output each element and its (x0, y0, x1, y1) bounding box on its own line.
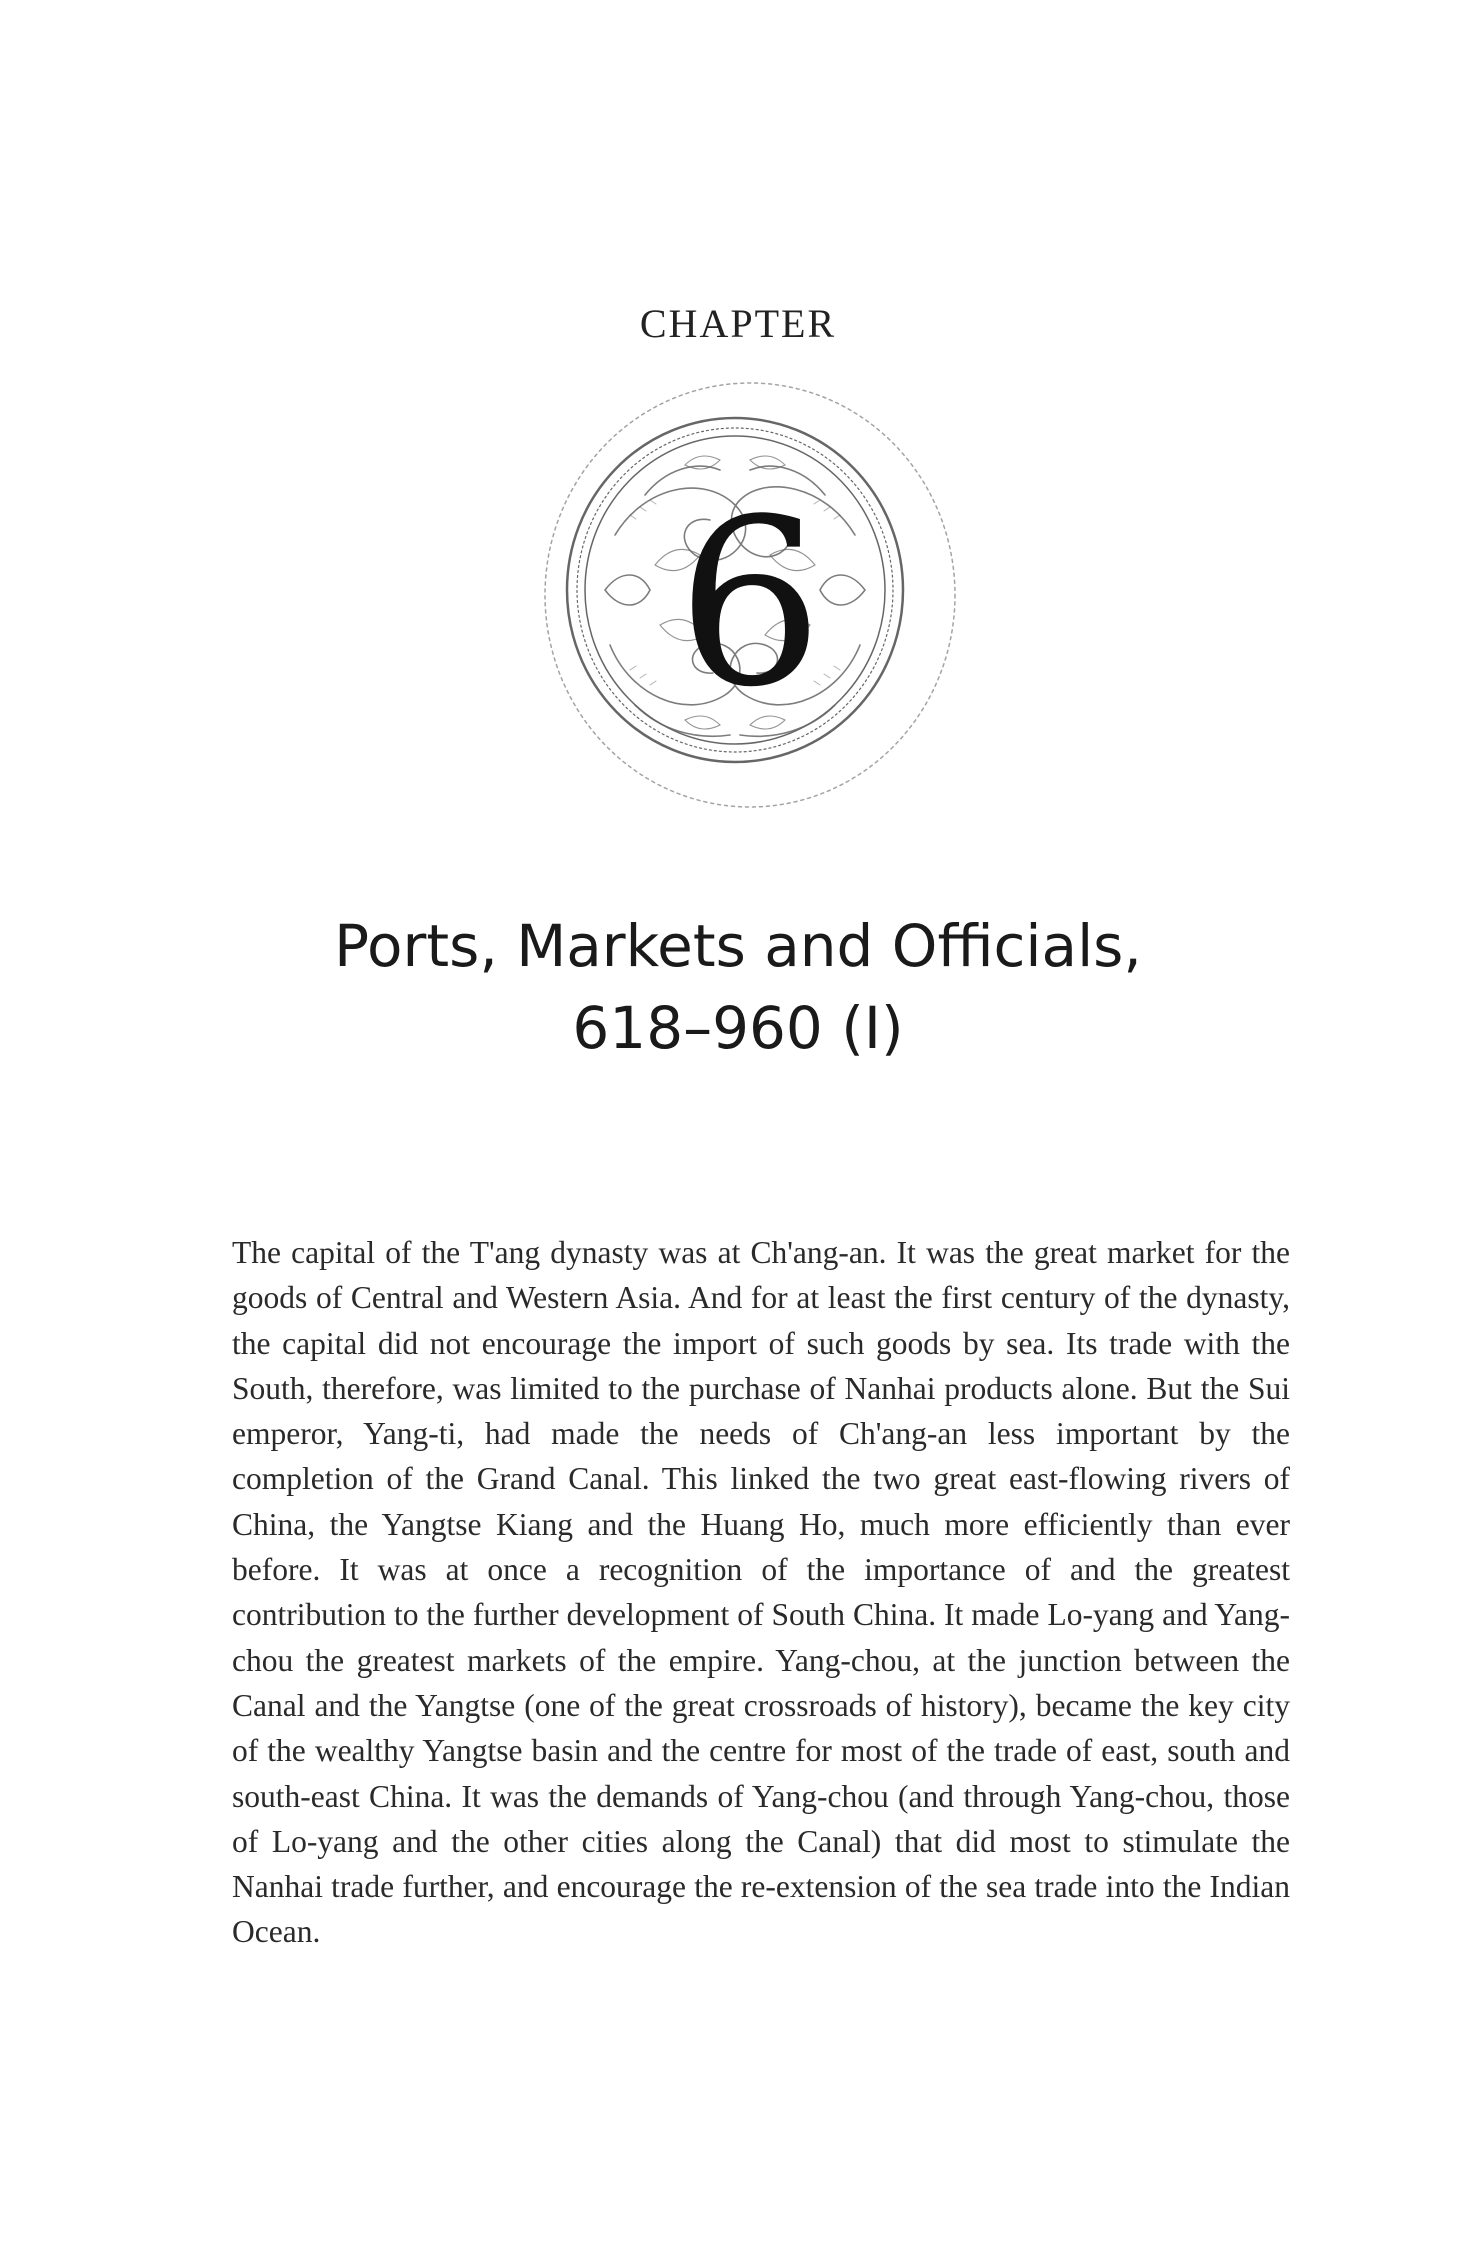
chapter-title-line-2: 618–960 (I) (572, 994, 904, 1062)
chapter-medallion (535, 375, 965, 815)
chapter-number: 6 (676, 471, 824, 738)
body-paragraph: The capital of the T'ang dynasty was at Ch'ang-an. It was the great market for the goods of Central and Western Asia. And for at least the first century of the dynasty, the capital did not encourage the import of such goods by sea. Its trade with the South, therefore, was limited to the purchase of Nanhai products alone. But the Sui emperor, Yang-ti, had made the needs of Ch'ang-an less important by the completion of the Grand Canal. This linked the two great east-flowing rivers of China, the Yangtse Kiang and the Huang Ho, much more efficiently than ever before. It was at once a recognition of the importance of and the greatest contribution to the further development of South China. It made Lo-yang and Yang-chou the greatest markets of the empire. Yang-chou, at the junction between the Canal and the Yangtse (one of the great crossroads of history), became the key city of the wealthy Yangtse basin and the centre for most of the trade of east, south and south-east China. It was the demands of Yang-chou (and through Yang-chou, those of Lo-yang and the other cities along the Canal) that did most to stimulate the Nanhai trade further, and encourage the re-extension of the sea trade into the Indian Ocean. (232, 1235, 1290, 1950)
chapter-label: CHAPTER (639, 301, 837, 346)
chapter-title (0, 905, 1476, 1069)
chapter-title-line-1: Ports, Markets and Officials, (334, 912, 1142, 980)
